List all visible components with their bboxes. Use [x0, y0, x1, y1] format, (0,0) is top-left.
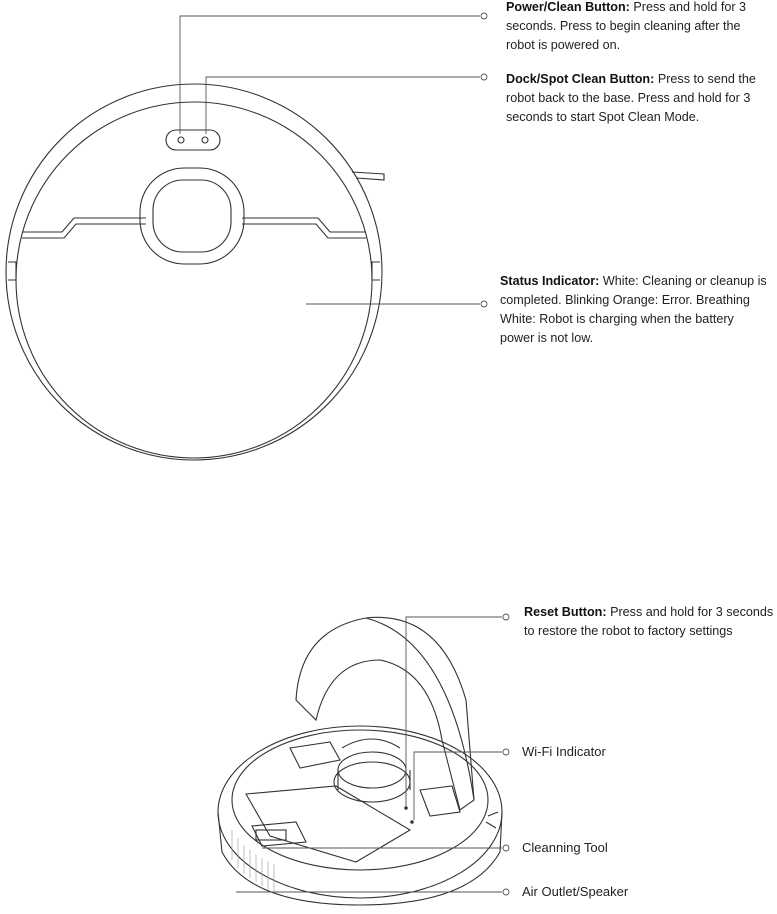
dock-button-icon [202, 137, 208, 143]
callout-title: Status Indicator: [500, 274, 600, 288]
robot-perspective-view [218, 617, 502, 905]
lidar-turret-outer [140, 168, 244, 264]
callout-title: Dock/Spot Clean Button: [506, 72, 655, 86]
robot-outer-body [6, 84, 382, 460]
callout-dock-spot-clean-button [506, 70, 768, 127]
callout-text: White: Cleaning or cleanup is completed. Blinking Orange: Error. Breathing White: Robot is charging when the battery power is not low. [500, 274, 767, 345]
callout-text: Wi-Fi Indicator [522, 744, 606, 759]
callout-text: Press and hold for 3 seconds. Press to begin cleaning after the robot is powered on. [506, 0, 747, 52]
robot-inner-lid [16, 102, 372, 458]
buttons-pill [166, 130, 220, 150]
robot-top-view [6, 84, 384, 460]
callout-air-outlet-speaker [522, 882, 628, 901]
callout-status-indicator [500, 272, 770, 348]
lidar-turret-inner [153, 180, 231, 252]
callout-text: Press and hold for 3 seconds to restore the robot to factory settings [524, 605, 774, 638]
callout-reset-button [524, 603, 776, 641]
leader-lines-top [180, 13, 487, 307]
callout-text: Cleanning Tool [522, 840, 608, 855]
callout-text: Air Outlet/Speaker [522, 884, 629, 899]
power-button-icon [178, 137, 184, 143]
callout-power-clean-button [506, 0, 768, 55]
callout-title: Reset Button: [524, 605, 607, 619]
callout-text: Press to send the robot back to the base. Press and hold for 3 seconds to start Spot Clean Mode. [506, 72, 756, 124]
callout-wifi-indicator [522, 742, 606, 761]
callout-cleaning-tool [522, 838, 608, 857]
callout-title: Power/Clean Button: [506, 0, 630, 14]
